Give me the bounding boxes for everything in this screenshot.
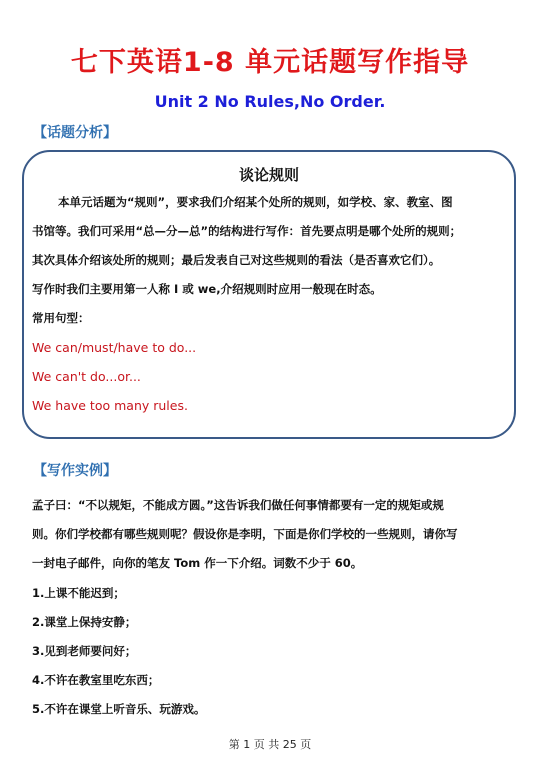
section-tag-topic-analysis: 【话题分析】 bbox=[33, 125, 117, 141]
box-line-2: 书馆等。我们可采用“总—分—总”的结构进行写作：首先要点明是哪个处所的规则； bbox=[32, 224, 462, 238]
rule-item-4: 4.不许在教室里吃东西； bbox=[32, 673, 160, 687]
box-line-4: 写作时我们主要用第一人称 I 或 we,介绍规则时应用一般现在时态。 bbox=[32, 282, 382, 296]
page-title: 七下英语1-8 单元话题写作指导 bbox=[70, 47, 470, 78]
section-tag-writing-example: 【写作实例】 bbox=[33, 463, 117, 479]
topic-analysis-box bbox=[22, 150, 516, 439]
example-line-2: 则。你们学校都有哪些规则呢？假设你是李明，下面是你们学校的一些规则，请你写 bbox=[32, 527, 458, 541]
box-title: 谈论规则 bbox=[238, 166, 299, 184]
page-footer: 第 1 页 共 25 页 bbox=[228, 738, 312, 751]
example-line-1: 孟子曰：“不以规矩，不能成方圆。”这告诉我们做任何事情都要有一定的规矩或规 bbox=[32, 498, 444, 512]
rule-item-5: 5.不许在课堂上听音乐、玩游戏。 bbox=[32, 702, 206, 716]
box-line-5: 常用句型： bbox=[32, 311, 90, 325]
sentence-pattern-2: We can't do...or... bbox=[32, 369, 141, 384]
sentence-pattern-3: We have too many rules. bbox=[32, 398, 188, 413]
unit-subtitle: Unit 2 No Rules,No Order. bbox=[154, 92, 386, 111]
box-line-1: 本单元话题为“规则”，要求我们介绍某个处所的规则，如学校、家、教室、图 bbox=[58, 195, 453, 209]
rule-item-3: 3.见到老师要问好； bbox=[32, 644, 137, 658]
rule-item-2: 2.课堂上保持安静； bbox=[32, 615, 137, 629]
example-line-3: 一封电子邮件，向你的笔友 Tom 作一下介绍。词数不少于 60。 bbox=[32, 556, 363, 570]
box-line-3: 其次具体介绍该处所的规则；最后发表自己对这些规则的看法（是否喜欢它们）。 bbox=[32, 253, 441, 267]
rule-item-1: 1.上课不能迟到； bbox=[32, 586, 125, 600]
sentence-pattern-1: We can/must/have to do... bbox=[32, 340, 197, 355]
